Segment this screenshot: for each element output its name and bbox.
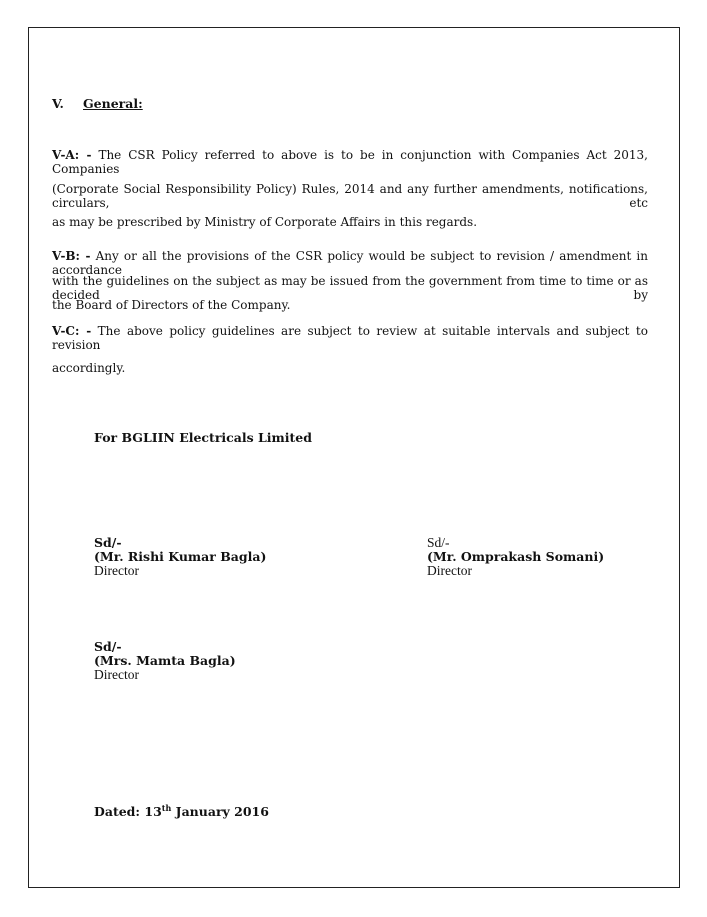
para-vc-line1 xyxy=(52,324,648,352)
section-heading xyxy=(52,96,143,111)
signatory-title: Director xyxy=(94,563,139,578)
para-vc-label: V-C: - xyxy=(52,324,92,338)
signatory-title: Director xyxy=(427,563,472,578)
section-number: V. xyxy=(52,96,64,111)
para-vb-label: V-B: - xyxy=(52,249,91,263)
para-vb-text1: Any or all the provisions of the CSR policy would be subject to revision / amendment in accordance xyxy=(52,249,648,277)
para-vb-line3: the Board of Directors of the Company. xyxy=(52,298,291,312)
para-va-text1: The CSR Policy referred to above is to be in conjunction with Companies Act 2013, Companies xyxy=(52,148,648,176)
signatory-name: (Mr. Rishi Kumar Bagla) xyxy=(94,549,267,564)
signatory-block xyxy=(94,536,266,578)
para-va-line3: as may be prescribed by Ministry of Corporate Affairs in this regards. xyxy=(52,215,478,229)
signatory-block xyxy=(427,536,604,578)
signatory-sd: Sd/- xyxy=(427,535,450,550)
para-va-line1 xyxy=(52,148,648,176)
signatory-name: (Mrs. Mamta Bagla) xyxy=(94,653,236,668)
signatory-name: (Mr. Omprakash Somani) xyxy=(427,549,605,564)
company-line: For BGLIIN Electricals Limited xyxy=(94,430,312,445)
para-vb-line2: with the guidelines on the subject as may be issued from the government from time to time or as decided by xyxy=(52,274,648,302)
section-title: General: xyxy=(83,96,143,111)
signatory-title: Director xyxy=(94,667,139,682)
dated-suffix: January 2016 xyxy=(171,804,269,819)
dated-prefix: Dated: 13 xyxy=(94,804,162,819)
dated-line xyxy=(94,803,269,819)
para-va-label: V-A: - xyxy=(52,148,92,162)
para-vb-line1 xyxy=(52,249,648,277)
dated-superscript: th xyxy=(161,803,172,813)
para-va-line2: (Corporate Social Responsibility Policy) Rules, 2014 and any further amendments, notifications, circulars, etc xyxy=(52,182,648,210)
signatory-block xyxy=(94,640,236,682)
signatory-sd: Sd/- xyxy=(94,535,122,550)
para-vc-line2: accordingly. xyxy=(52,361,126,375)
para-vc-text1: The above policy guidelines are subject to review at suitable intervals and subject to revision xyxy=(52,324,648,352)
signatory-sd: Sd/- xyxy=(94,639,122,654)
